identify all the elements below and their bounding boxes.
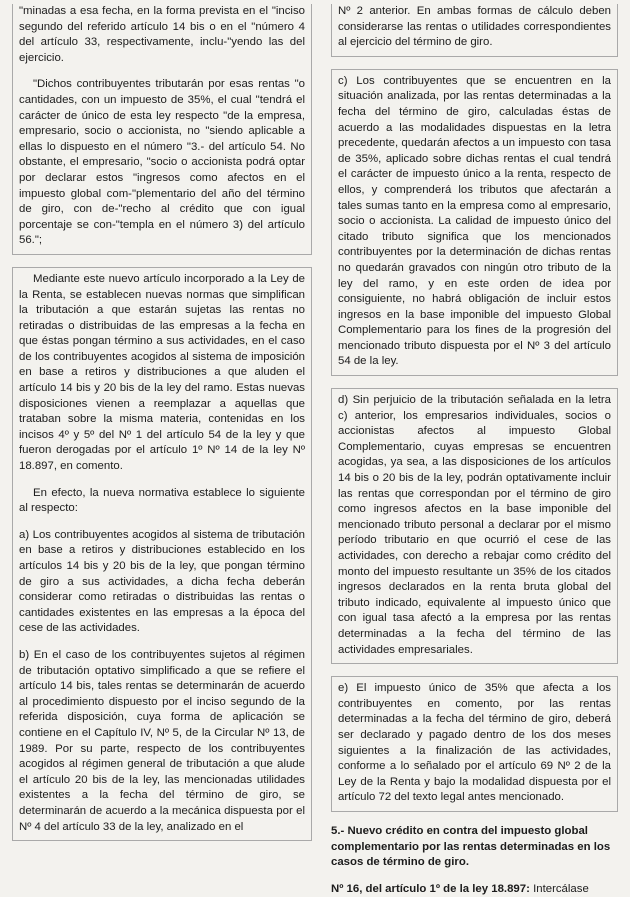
item-a-paragraph: a) Los contribuyentes acogidos al sistema de tributación en base a retiros y distribuciones establecido en los artículos 14 bis y 20 bis de la ley, que pongan término de giro a sus actividades, a dicha fecha deberán considerar como retiradas o distribuidas las rentas o cantidades existentes en las empresas a la época del cese de las actividades. — [19, 528, 305, 635]
article-reference: Nº 16, del artículo 1º de la ley 18.897: — [331, 882, 530, 895]
left-column — [12, 4, 312, 841]
right-column — [331, 4, 618, 897]
section-heading: 5.- Nuevo crédito en contra del impuesto global complementario por las rentas determinadas en los casos de término de giro. — [331, 824, 611, 869]
quote-continuation: "minadas a esa fecha, en la forma prevista en el "inciso segundo del referido artículo 14 bis o en el "número 4 del artículo 33, respectivamente, inclu-"yendo las del ejercicio. — [19, 5, 305, 64]
continuation-box — [331, 4, 618, 57]
en-efecto-paragraph: En efecto, la nueva normativa establece lo siguiente al respecto: — [19, 486, 305, 515]
item-b-paragraph: b) En el caso de los contribuyentes sujetos al régimen de tributación optativo simplificado a que se refiere el artículo 14 bis, tales rentas se determinarán de acuerdo al procedimiento dispuesto por el inciso segundo de la referida disposición, cuya forma de aplicación se contiene en el Capítulo IV, Nº 5, de la Circular Nº 13, de 1989. Por su parte, respecto de los contribuyentes acogidos al régimen general de tributación a que alude el artículo 20 bis de la ley, las mencionadas utilidades existentes a la fecha del término de giro, se determinarán de acuerdo a la mecánica dispuesta por el Nº 4 del artículo 33 de la ley, analizado en el — [19, 648, 305, 833]
item-c-paragraph: c) Los contribuyentes que se encuentren en la situación analizada, por las rentas determinadas a la fecha del término de giro, calculadas éstas de acuerdo a las modalidades dispuestas en la letra precedente, quedarán afectos a un impuesto con tasa de 35%, aplicado sobre dichas rentas el cual tendrá el carácter de impuesto único a la renta, respecto de ellos, y comprenderá los tributos que afectarán a tales sumas tanto en la empresa como al empresario, socio o accionista. La calidad de impuesto único del citado tributo significa que los mencionados contribuyentes por la determinación de dichas rentas no quedarán gravados con ningún otro tributo de la ley del ramo, y en este orden de idea por consiguiente, no habrá obligación de incluir estos ingresos en la base imponible del impuesto Global Complementario para los fines de la progresión del mencionado tributo dispuesta por el Nº 3 del artículo 54 de la ley. — [338, 74, 611, 368]
item-d-box — [331, 388, 618, 664]
commentary-box — [12, 267, 312, 841]
mediante-paragraph: Mediante este nuevo artículo incorporado a la Ley de la Renta, se establecen nuevas normas que simplifican la tributación a que estarán sujetas las rentas no retiradas o distribuidas de las empresas a la fecha en que éstas pongan término a sus actividades, en el caso de los contribuyentes acogidos al sistema de imposición en base a retiros y distribuciones a que aluden el artículo 14 bis y 20 bis de la ley del ramo. Estas nuevas disposiciones vienen a reemplazar a aquellas que trataban sobre la misma materia, contenidas en los incisos 4º y 5º del Nº 1 del artículo 54 de la ley y que fueron derogadas por el artículo 1º Nº 14 de la ley Nº 18.897, en comento. — [19, 272, 305, 473]
continuation-paragraph: Nº 2 anterior. En ambas formas de cálculo deben considerarse las rentas o utilidades correspondientes al ejercicio del término de giro. — [338, 5, 611, 49]
article-paragraph — [331, 882, 618, 897]
article-text: Intercálase — [529, 882, 589, 895]
quoted-law-box — [12, 4, 312, 255]
item-c-box — [331, 69, 618, 376]
item-d-paragraph: d) Sin perjuicio de la tributación señalada en la letra c) anterior, los empresarios individuales, socios o accionistas afectos al impuesto Global Complementario, cuyas empresas se encuentren acogidas, ya sea, a las disposiciones de los artículos 14 bis o 20 bis de la ley, podrán optativamente incluir las rentas que correspondan por el término de giro como ingresos afectos en la base imponible del mencionado tributo personal a declarar por el mismo período tributario en que ocurrió el cese de las actividades, con derecho a rebajar como crédito del monto del impuesto resultante un 35% de los citados ingresos declarados en la renta bruta global del tributo indicado, equivalente al impuesto único que con igual tasa afectó a la empresa por las rentas determinadas a la fecha del término de las actividades empresariales. — [338, 394, 611, 656]
item-e-box — [331, 676, 618, 812]
item-e-paragraph: e) El impuesto único de 35% que afecta a los contribuyentes en comento, por las rentas determinadas a la fecha del término de giro, deberá ser declarado y pagado dentro de los dos meses siguientes a la finalización de las actividades, conforme a lo señalado por el artículo 69 Nº 2 de la Ley de la Renta y bajo la modalidad dispuesta por el artículo 72 del texto legal antes mencionado. — [338, 682, 611, 804]
quote-paragraph: "Dichos contribuyentes tributarán por esas rentas "o cantidades, con un impuesto de 35%, el cual "tendrá el carácter de único de esta ley respecto "de la empresa, empresario, socio o accionista, no "siendo aplicable a ellas lo dispuesto en el número "3.- del artículo 54. No obstante, el empresario, "socio o accionista podrá optar por declarar estos "ingresos como afectos en el impuesto global com-"plementario del año del término de giro, con de-"recho al crédito que con igual porcentaje se con-"templa en el número 3) del artículo 56."; — [19, 78, 305, 247]
